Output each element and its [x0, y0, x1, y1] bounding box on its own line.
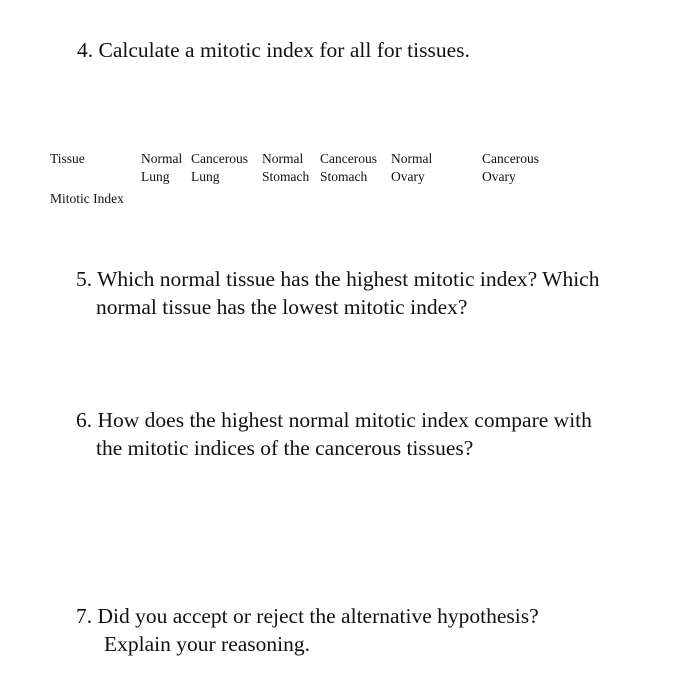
row-label-tissue: Tissue [50, 151, 85, 166]
column-header-line2: Lung [191, 169, 220, 184]
column-header-line1: Cancerous [482, 151, 539, 166]
column-header-cancerous-lung [191, 150, 248, 186]
question-5-line-1: 5. Which normal tissue has the highest mitotic index? Which [76, 267, 600, 291]
column-header-line2: Lung [141, 169, 170, 184]
question-6-line-2: the mitotic indices of the cancerous tissues? [96, 436, 474, 460]
question-5-line-2: normal tissue has the lowest mitotic index? [96, 295, 468, 319]
column-header-line1: Normal [391, 151, 433, 166]
column-header-line2: Ovary [482, 169, 516, 184]
question-7-line-1: 7. Did you accept or reject the alternative hypothesis? [76, 604, 539, 628]
question-7 [76, 602, 539, 658]
question-7-line-2: Explain your reasoning. [104, 632, 310, 656]
column-header-line1: Normal [262, 151, 304, 166]
column-header-line2: Stomach [262, 169, 310, 184]
question-6 [76, 406, 592, 462]
column-header-cancerous-stomach [320, 150, 377, 186]
column-header-cancerous-ovary [482, 150, 539, 186]
column-header-line2: Stomach [320, 169, 368, 184]
column-header-line1: Normal [141, 151, 183, 166]
question-4-text: 4. Calculate a mitotic index for all for tissues. [77, 38, 470, 62]
question-4 [77, 36, 470, 64]
question-6-line-1: 6. How does the highest normal mitotic index compare with [76, 408, 592, 432]
column-header-normal-lung [141, 150, 182, 186]
column-header-line1: Cancerous [320, 151, 377, 166]
row-label-mitotic-index: Mitotic Index [50, 191, 124, 206]
column-header-line1: Cancerous [191, 151, 248, 166]
question-5 [76, 265, 599, 321]
column-header-line2: Ovary [391, 169, 425, 184]
column-header-normal-stomach [262, 150, 309, 186]
column-header-normal-ovary [391, 150, 432, 186]
